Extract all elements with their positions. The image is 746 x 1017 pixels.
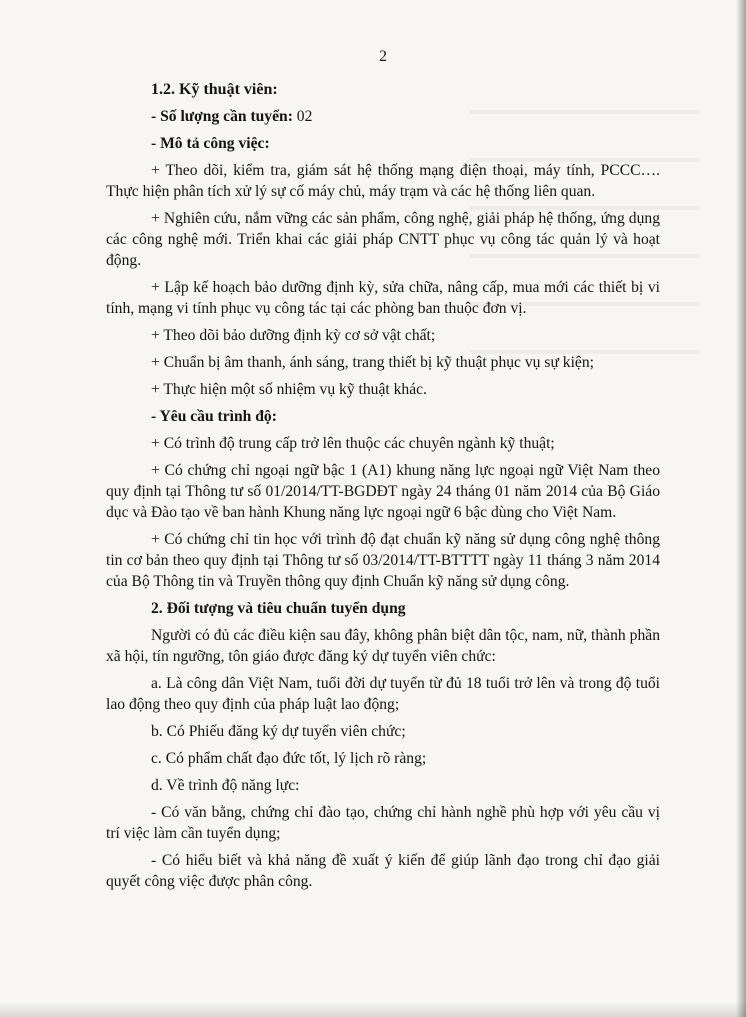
requirements-label: - Yêu cầu trình độ: xyxy=(151,408,277,425)
criteria-item: c. Có phẩm chất đạo đức tốt, lý lịch rõ ràng; xyxy=(151,750,427,767)
requirement-item: + Có chứng chỉ ngoại ngữ bậc 1 (A1) khung năng lực ngoại ngữ Việt Nam theo quy định tại Thông tư số 01/2014/TT-BGDĐT ngày 24 tháng 01 năm 2014 của Bộ Giáo dục và Đào tạo về ban hành Khung năng lực ngoại ngữ 6 bậc dùng cho Việt Nam. xyxy=(106,462,660,521)
page-edge-shadow xyxy=(736,0,746,1017)
job-description-label: - Mô tả công việc: xyxy=(151,135,270,152)
section-2-intro: Người có đủ các điều kiện sau đây, không phân biệt dân tộc, nam, nữ, thành phần xã hội, tín ngưỡng, tôn giáo được đăng ký dự tuyển viên chức: xyxy=(106,627,660,665)
job-item: + Lập kế hoạch bảo dưỡng định kỳ, sửa chữa, nâng cấp, mua mới các thiết bị vi tính, mạng vi tính phục vụ công tác tại các phòng ban thuộc đơn vị. xyxy=(106,279,660,317)
page-content xyxy=(106,46,660,898)
requirement-item: + Có chứng chỉ tin học với trình độ đạt chuẩn kỹ năng sử dụng công nghệ thông tin cơ bản theo quy định tại Thông tư số 03/2014/TT-BTTTT ngày 11 tháng 3 năm 2014 của Bộ Thông tin và Truyền thông quy định Chuẩn kỹ năng sử dụng công. xyxy=(106,531,660,590)
job-item: + Theo dõi bảo dưỡng định kỳ cơ sở vật chất; xyxy=(151,327,436,344)
criteria-item: d. Về trình độ năng lực: xyxy=(151,777,300,794)
page-bottom-shadow xyxy=(0,1001,746,1017)
job-item: + Nghiên cứu, nắm vững các sản phẩm, công nghệ, giải pháp hệ thống, ứng dụng các công nghệ mới. Triển khai các giải pháp CNTT phục vụ công tác quản lý và hoạt động. xyxy=(106,210,660,269)
section-2-title: 2. Đối tượng và tiêu chuẩn tuyển dụng xyxy=(151,600,406,617)
job-item: + Thực hiện một số nhiệm vụ kỹ thuật khác. xyxy=(151,381,427,398)
quantity-label: - Số lượng cần tuyển: xyxy=(151,108,293,125)
quantity-line xyxy=(106,106,660,127)
criteria-item: - Có hiểu biết và khả năng đề xuất ý kiến để giúp lãnh đạo trong chỉ đạo giải quyết công việc được phân công. xyxy=(106,852,660,890)
job-item: + Chuẩn bị âm thanh, ánh sáng, trang thiết bị kỹ thuật phục vụ sự kiện; xyxy=(151,354,594,371)
quantity-value: 02 xyxy=(296,108,313,125)
page-number: 2 xyxy=(379,48,387,65)
criteria-item: - Có văn bằng, chứng chỉ đào tạo, chứng chỉ hành nghề phù hợp với yêu cầu vị trí việc làm cần tuyển dụng; xyxy=(106,804,660,842)
job-item: + Theo dõi, kiểm tra, giám sát hệ thống mạng điện thoại, máy tính, PCCC…. Thực hiện phân tích xử lý sự cố máy chủ, máy trạm và các hệ thống liên quan. xyxy=(106,162,660,200)
criteria-item: a. Là công dân Việt Nam, tuổi đời dự tuyển từ đủ 18 tuổi trở lên và trong độ tuổi lao động theo quy định của pháp luật lao động; xyxy=(106,675,660,713)
requirement-item: + Có trình độ trung cấp trở lên thuộc các chuyên ngành kỹ thuật; xyxy=(151,435,555,452)
section-1-2-title: 1.2. Kỹ thuật viên: xyxy=(151,81,278,98)
criteria-item: b. Có Phiếu đăng ký dự tuyển viên chức; xyxy=(151,723,406,740)
